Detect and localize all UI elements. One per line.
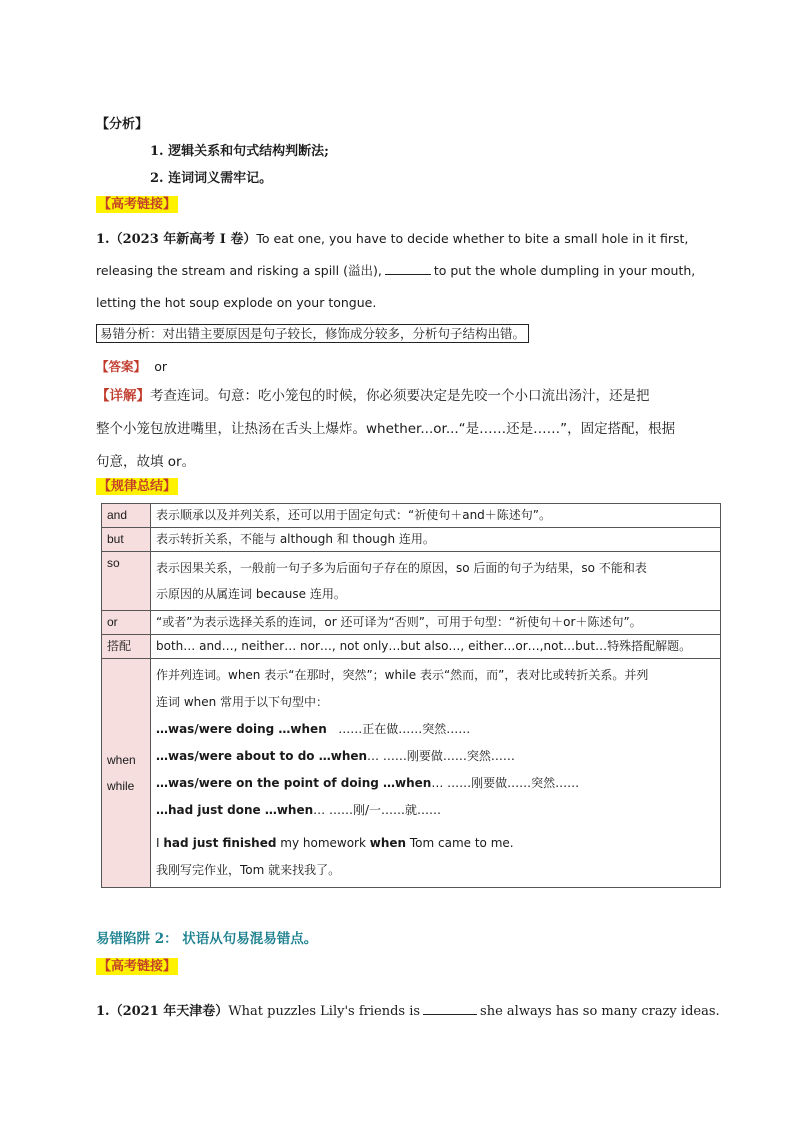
rules-summary-label: 【规律总结】 — [98, 479, 177, 494]
rule-desc: 表示顺承以及并列关系，还可以用于固定句式：“祈使句＋and＋陈述句”。 — [151, 504, 721, 528]
rule-desc: “或者”为表示选择关系的连词，or 还可译为“否则”，可用于句型：“祈使句＋or＋陈述句”。 — [151, 611, 721, 635]
rules-table — [101, 503, 721, 888]
rule-key: or — [102, 611, 151, 635]
rule-desc: both… and…, neither… nor…, not only…but also…, either…or…,not…but…特殊搭配解题。 — [151, 635, 721, 659]
rule-key: but — [102, 528, 151, 552]
exam-link-label-2: 【高考链接】 — [98, 959, 177, 974]
detail-line-3: 句意，故填 or。 — [96, 454, 196, 470]
rule-key-when-while: when while — [102, 659, 151, 888]
analysis-point-1: 1. 逻辑关系和句式结构判断法; — [150, 144, 329, 159]
exam-link-label-1: 【高考链接】 — [98, 197, 177, 212]
rule-key: 搭配 — [102, 635, 151, 659]
analysis-heading: 【分析】 — [96, 117, 149, 132]
q1-line-2: releasing the stream and risking a spill (溢出), to put the whole dumpling in your mouth, — [96, 263, 696, 278]
rule-desc-when-while: 作并列连词。when 表示“在那时，突然”；while 表示“然而，而”，表对比或转折关系。并列 连词 when 常用于以下句型中： …was/were doing …when ……正在做……突然…… …was/were about to do …when… ……刚要做……突然…… …was/were on the point of doing …when… ……刚要做……突然…… …had just done …when… ……刚/一……就…… I had just finished my homework when Tom came to me. 我刚写完作业，Tom 就来找我了。 — [151, 659, 721, 888]
table-row — [102, 635, 721, 659]
table-row — [102, 552, 721, 611]
table-row — [102, 611, 721, 635]
error-analysis: 易错分析：对出错主要原因是句子较长，修饰成分较多，分析句子结构出错。 — [96, 325, 529, 343]
answer-blank-2[interactable] — [423, 1002, 477, 1015]
rule-key: so — [102, 552, 151, 611]
q1-line-3: letting the hot soup explode on your tongue. — [96, 295, 377, 310]
rule-desc: 表示转折关系，不能与 although 和 though 连用。 — [151, 528, 721, 552]
answer-blank[interactable] — [385, 262, 431, 275]
detail-line-2: 整个小笼包放进嘴里，让热汤在舌头上爆炸。whether...or...“是……还是……”，固定搭配，根据 — [96, 421, 676, 437]
detail-line-1: 【详解】考查连词。句意：吃小笼包的时候，你必须要决定是先咬一个小口流出汤汁，还是把 — [96, 388, 650, 404]
rule-key: and — [102, 504, 151, 528]
answer-line: 【答案】 or — [96, 359, 168, 374]
table-row — [102, 528, 721, 552]
trap2-question: 1.（2021 年天津卷）What puzzles Lily's friends is she always has so many crazy ideas. — [96, 1004, 720, 1019]
rule-desc: 表示因果关系，一般前一句子多为后面句子存在的原因，so 后面的句子为结果，so 不能和表 示原因的从属连词 because 连用。 — [151, 552, 721, 611]
q1-line-1: 1.（2023 年新高考 I 卷）To eat one, you have to decide whether to bite a small hole in it first, — [96, 231, 689, 247]
analysis-point-2: 2. 连词词义需牢记。 — [150, 171, 273, 186]
table-row — [102, 659, 721, 888]
table-row — [102, 504, 721, 528]
trap2-title: 易错陷阱 2： 状语从句易混易错点。 — [96, 931, 318, 947]
